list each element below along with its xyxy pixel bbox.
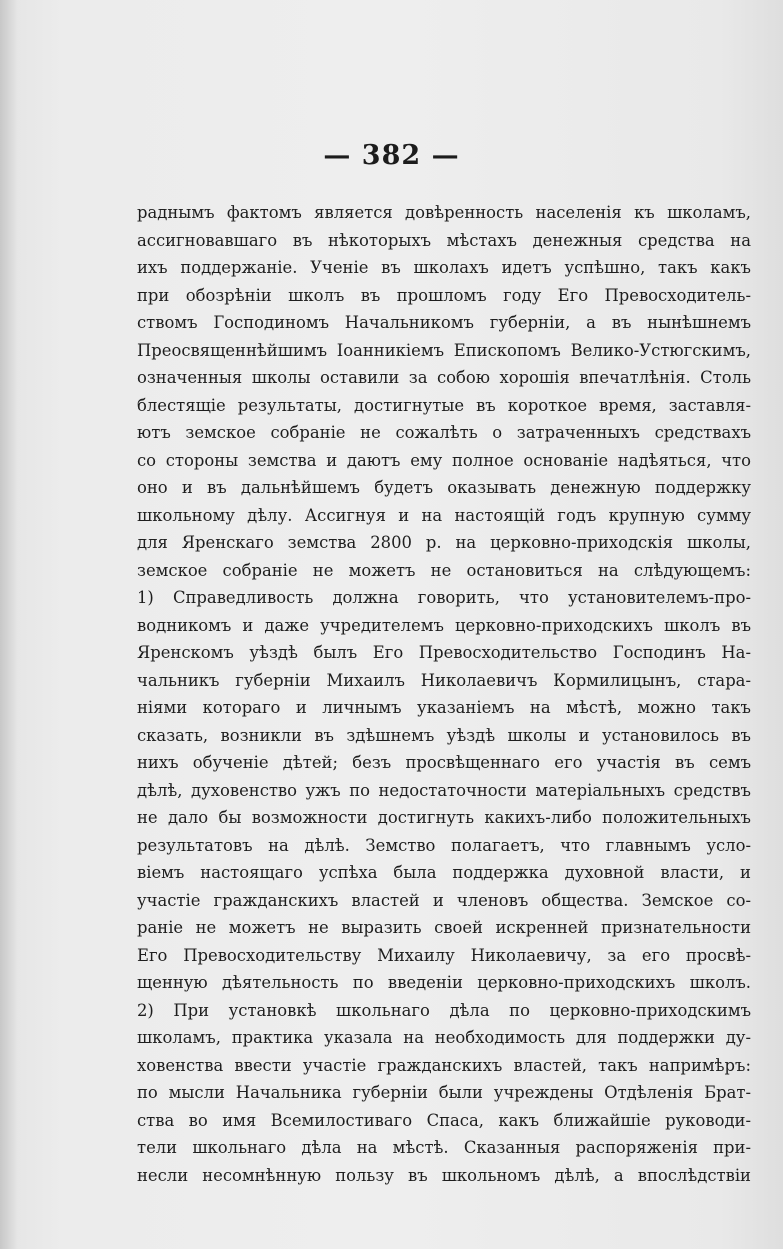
- text-line: результатовъ на дѣлѣ. Земство полагаетъ, что главнымъ усло-: [137, 835, 751, 855]
- text-line: раднымъ фактомъ является довѣренность населенія къ школамъ,: [137, 203, 751, 222]
- text-line: Преосвященнѣйшимъ Іоанникіемъ Епископомъ Велико-Устюгскимъ,: [137, 340, 751, 360]
- text-line: ніями котораго и личнымъ указаніемъ на мѣстѣ, можно такъ: [137, 698, 751, 717]
- text-line: щенную дѣятельность по введеніи церковно-приходскихъ школъ.: [137, 973, 751, 992]
- text-line: участіе гражданскихъ властей и членовъ общества. Земское со-: [137, 890, 751, 910]
- text-line: не дало бы возможности достигнуть какихъ-либо положительныхъ: [137, 808, 751, 827]
- text-line: блестящіе результаты, достигнутые въ короткое время, заставля-: [137, 395, 751, 415]
- text-line: ассигновавшаго въ нѣкоторыхъ мѣстахъ денежныя средства на: [137, 230, 751, 250]
- text-line: со стороны земства и даютъ ему полное основаніе надѣяться, что: [137, 450, 751, 470]
- text-line: 1) Справедливость должна говорить, что установителемъ-про-: [137, 588, 751, 607]
- page-gutter-shadow: [0, 0, 18, 1249]
- text-line: оно и въ дальнѣйшемъ будетъ оказывать денежную поддержку: [137, 478, 751, 497]
- text-line: школьному дѣлу. Ассигнуя и на настоящій годъ крупную сумму: [137, 505, 751, 525]
- text-line: ютъ земское собраніе не сожалѣть о затраченныхъ средствахъ: [137, 423, 751, 442]
- text-line: сказать, возникли въ здѣшнемъ уѣздѣ школы и установилось въ: [137, 725, 751, 745]
- text-line: ства во имя Всемилостиваго Спаса, какъ ближайшіе руководи-: [137, 1110, 751, 1130]
- text-line: школамъ, практика указала на необходимость для поддержки ду-: [137, 1028, 751, 1047]
- text-line: Яренскомъ уѣздѣ былъ Его Превосходительство Господинъ На-: [137, 643, 751, 662]
- text-line: водникомъ и даже учредителемъ церковно-приходскихъ школъ въ: [137, 615, 751, 635]
- text-line: 2) При установкѣ школьнаго дѣла по церковно-приходскимъ: [137, 1000, 751, 1020]
- text-line: при обозрѣніи школъ въ прошломъ году Его Превосходитель-: [137, 285, 751, 305]
- text-line: ховенства ввести участіе гражданскихъ властей, такъ напримѣръ:: [137, 1055, 751, 1075]
- page-number: — 382 —: [323, 140, 460, 171]
- text-line: ихъ поддержаніе. Ученіе въ школахъ идетъ успѣшно, такъ какъ: [137, 258, 751, 277]
- text-line: для Яренскаго земства 2800 р. на церковно-приходскія школы,: [137, 533, 751, 552]
- text-line: нихъ обученіе дѣтей; безъ просвѣщеннаго его участія въ семъ: [137, 753, 751, 772]
- text-line: раніе не можетъ не выразить своей искренней признательности: [137, 918, 751, 937]
- text-line: тели школьнаго дѣла на мѣстѣ. Сказанныя распоряженія при-: [137, 1138, 751, 1157]
- text-line: означенныя школы оставили за собою хорошія впечатлѣнія. Столь: [137, 368, 751, 387]
- text-line: ствомъ Господиномъ Начальникомъ губерніи, а въ нынѣшнемъ: [137, 313, 751, 332]
- text-line: чальникъ губерніи Михаилъ Николаевичъ Кормилицынъ, стара-: [137, 670, 751, 690]
- text-line: віемъ настоящаго успѣха была поддержка духовной власти, и: [137, 863, 751, 882]
- text-line: несли несомнѣнную пользу въ школьномъ дѣлѣ, а впослѣдствіи: [137, 1165, 751, 1185]
- text-line: Его Превосходительству Михаилу Николаевичу, за его просвѣ-: [137, 945, 751, 965]
- text-line: земское собраніе не можетъ не остановиться на слѣдующемъ:: [137, 560, 751, 580]
- text-line: по мысли Начальника губерніи были учреждены Отдѣленія Брат-: [137, 1083, 751, 1102]
- text-line: дѣлѣ, духовенство ужъ по недостаточности матеріальныхъ средствъ: [137, 780, 751, 800]
- body-text: [137, 199, 751, 1189]
